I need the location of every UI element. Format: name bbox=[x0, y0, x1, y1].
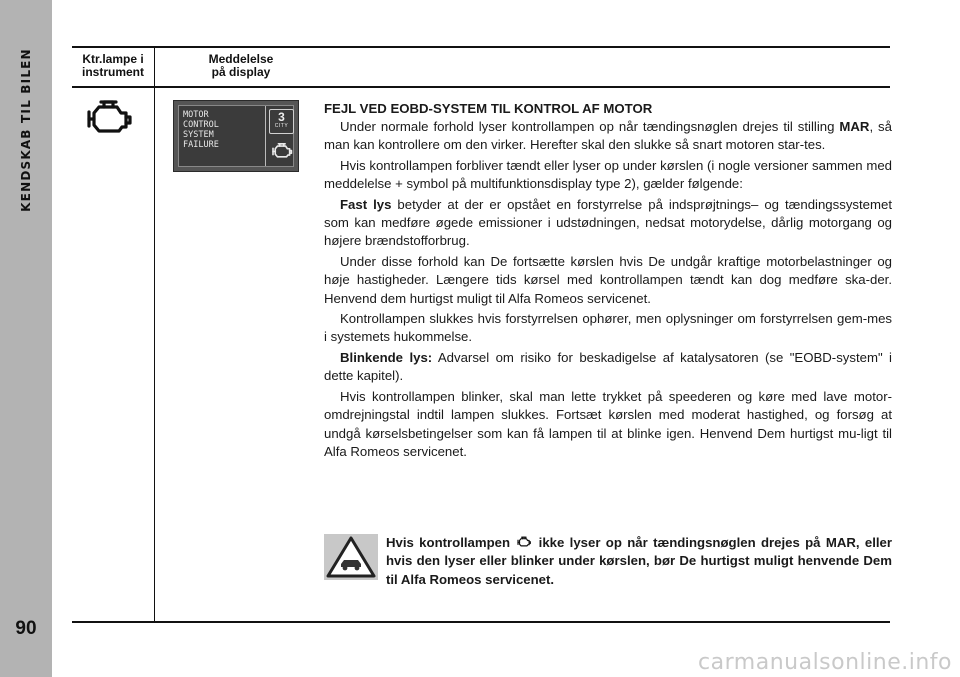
warning-text-part: ikke lyser op når tændingsnøglen drejes på MAR, eller hvis den lyser eller blinker under kørslen, bør De hurtigst muligt henvende Dem til Alfa Romeos servicenet. bbox=[386, 535, 892, 587]
warning-text-part: Hvis kontrollampen bbox=[386, 535, 516, 550]
display-mode: CITY bbox=[274, 123, 289, 129]
display-line: MOTOR bbox=[183, 110, 209, 120]
page-number: 90 bbox=[15, 618, 37, 639]
display-line: CONTROL bbox=[183, 120, 219, 130]
engine-check-icon bbox=[85, 98, 133, 138]
paragraph bbox=[324, 349, 892, 386]
paragraph: Hvis kontrollampen forbliver tændt eller lyser op under kørslen (i nogle versioner sammen med meddelelse + symbol på multifunktionsdisplay type 2), gælder følgende: bbox=[324, 157, 892, 192]
paragraph: Hvis kontrollampen blinker, skal man lette trykket på speederen og køre med lave motor-omdrejningstal indtil lampen slukkes. Fortsæt kørslen med moderat hastighed, og forsøg at undgå kørselsbetingelser som kan få lampen til at blinke igen. Henvend Dem hurtigst mu-ligt til Alfa Romeos servicenet. bbox=[324, 388, 892, 459]
top-rule bbox=[72, 46, 890, 48]
header-display-column bbox=[186, 53, 296, 79]
header-lamp-column bbox=[72, 53, 154, 79]
paragraph: Under disse forhold kan De fortsætte kørslen hvis De undgår kraftige motorbelastninger og høje hastigheder. Længere tids kørsel med kontrollampen tændt kan dog medføre ska-der. Henvend dem hurtigst muligt til Alfa Romeos servicenet. bbox=[324, 253, 892, 306]
paragraph: Kontrollampen slukkes hvis forstyrrelsen ophører, men oplysninger om forstyrrelsen gem-mes i systemets hukommelse. bbox=[324, 311, 892, 345]
engine-check-icon bbox=[271, 142, 293, 160]
header-lamp-line1: Ktr.lampe i bbox=[82, 52, 144, 66]
bottom-rule bbox=[72, 621, 890, 623]
display-line: SYSTEM bbox=[183, 130, 214, 140]
display-divider bbox=[265, 106, 266, 166]
sidebar bbox=[0, 0, 52, 677]
paragraph bbox=[324, 196, 892, 251]
warning-triangle-car-icon bbox=[324, 534, 378, 580]
engine-check-icon bbox=[515, 536, 533, 548]
header-lamp-line2: instrument bbox=[81, 65, 144, 79]
display-screen bbox=[178, 105, 294, 167]
paragraph bbox=[324, 118, 892, 155]
column-divider bbox=[154, 46, 155, 623]
paragraph-bold: Fast lys bbox=[340, 196, 392, 212]
section-heading: FEJL VED EOBD-SYSTEM TIL KONTROL AF MOTOR bbox=[324, 101, 653, 116]
paragraph-text: Advarsel om risiko for beskadigelse af katalysatoren (se "EOBD-system" i dette kapitel). bbox=[324, 349, 892, 384]
display-gear: 3 bbox=[278, 110, 285, 124]
paragraph-text: betyder at der er opstået en forstyrrelse på indsprøjtnings– og tændingssystemet som kan medføre øgede emissioner i udstødningen, nedsat motorydelse, dårlig motorgang og højere brændstofforbrug. bbox=[324, 196, 892, 249]
paragraph-bold: MAR bbox=[839, 119, 870, 134]
header-display-line1: Meddelelse bbox=[208, 52, 274, 66]
paragraph-text: Under normale forhold lyser kontrollampen op når tændingsnøglen drejes til stilling bbox=[340, 119, 840, 134]
header-rule bbox=[72, 86, 890, 88]
header-display-line2: på display bbox=[211, 65, 271, 79]
display-message bbox=[183, 110, 265, 150]
section-title: KENDSKAB TIL BILEN bbox=[19, 48, 33, 212]
main-content bbox=[324, 100, 892, 463]
multifunction-display bbox=[173, 100, 299, 172]
paragraph-bold: Blinkende lys: bbox=[340, 349, 433, 365]
paragraph-text: , så man kan kontrollere om den virker. Herefter skal den slukke så snart motoren star-tes. bbox=[324, 119, 892, 153]
warning-text bbox=[386, 534, 892, 589]
watermark: carmanualsonline.info bbox=[698, 650, 952, 675]
display-gear-box bbox=[269, 109, 294, 134]
display-line: FAILURE bbox=[183, 140, 219, 150]
